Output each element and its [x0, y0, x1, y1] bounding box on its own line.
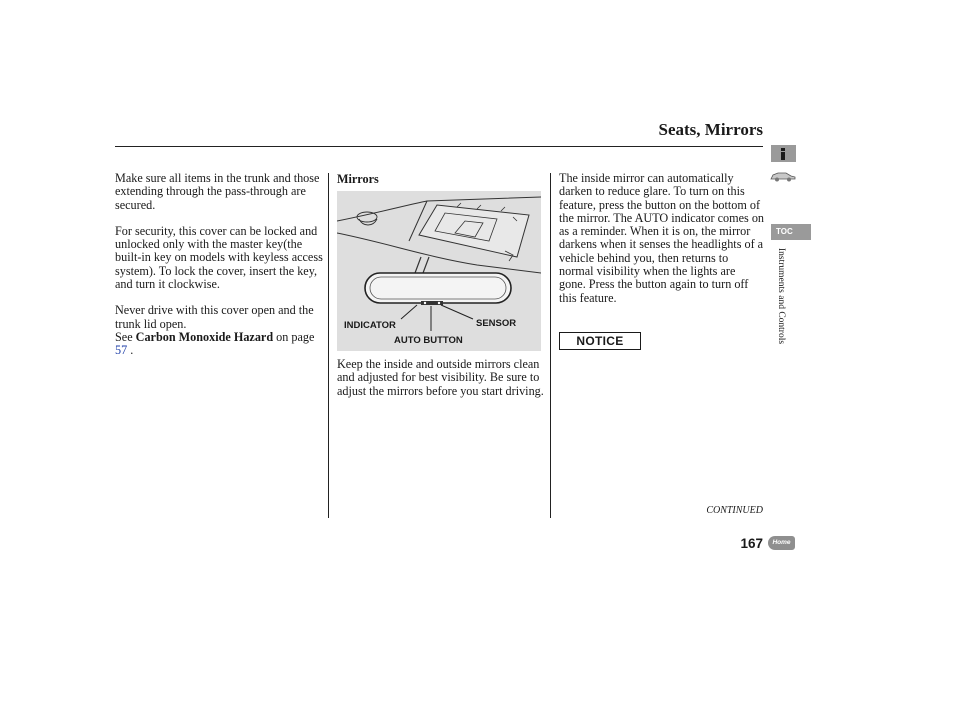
- see-prefix: See: [115, 329, 133, 344]
- info-icon: [771, 145, 796, 162]
- see-reference: [115, 331, 323, 358]
- rearview-mirror-illustration: [337, 191, 541, 351]
- toc-button[interactable]: TOC: [771, 224, 811, 240]
- trunk-items-paragraph: Make sure all items in the trunk and those extending through the pass-through are secured.: [115, 171, 320, 212]
- column-divider-left: [328, 173, 329, 518]
- info-button[interactable]: [771, 145, 796, 162]
- header-divider: [115, 146, 763, 147]
- page-57-link[interactable]: 57: [115, 343, 128, 358]
- see-on: on: [276, 329, 289, 344]
- vehicle-button[interactable]: [769, 168, 797, 182]
- warning-paragraph: Never drive with this cover open and the trunk lid open.: [115, 303, 314, 331]
- auto-dimming-paragraph: The inside mirror can automatically darken to reduce glare. To turn on this feature, press the button on the bottom of the mirror. The AUTO indicator comes on as a reminder. When it is on, the mirror darkens when it senses the headlights of a vehicle behind you, then returns to normal visibility when the lights are gone. Press the button again to turn off this feature.: [559, 171, 765, 305]
- car-icon: [769, 169, 797, 183]
- section-tab-label: Instruments and Controls: [776, 248, 786, 345]
- auto-button-callout: AUTO BUTTON: [394, 335, 463, 346]
- carbon-monoxide-hazard-ref: Carbon Monoxide Hazard: [135, 329, 274, 344]
- page-number: 167: [740, 536, 763, 551]
- column-divider-right: [550, 173, 551, 518]
- continued-label: CONTINUED: [706, 505, 763, 516]
- left-column: [115, 172, 323, 358]
- sensor-callout: SENSOR: [476, 318, 517, 329]
- notice-box: NOTICE: [559, 332, 641, 350]
- see-suffix: .: [130, 343, 134, 358]
- home-button[interactable]: Home: [768, 536, 795, 550]
- page-title: Seats, Mirrors: [658, 120, 763, 139]
- mirrors-heading: Mirrors: [337, 172, 379, 186]
- see-page-word: page: [291, 329, 315, 344]
- mirror-care-paragraph: Keep the inside and outside mirrors clean and adjusted for best visibility. Be sure to adjust the mirrors before you start driving.: [337, 357, 544, 398]
- cover-lock-paragraph: For security, this cover can be locked and unlocked only with the master key(the built-in key on models with keyless access system). To lock the cover, insert the key, and turn it clockwise.: [115, 223, 323, 292]
- indicator-callout: INDICATOR: [344, 320, 396, 331]
